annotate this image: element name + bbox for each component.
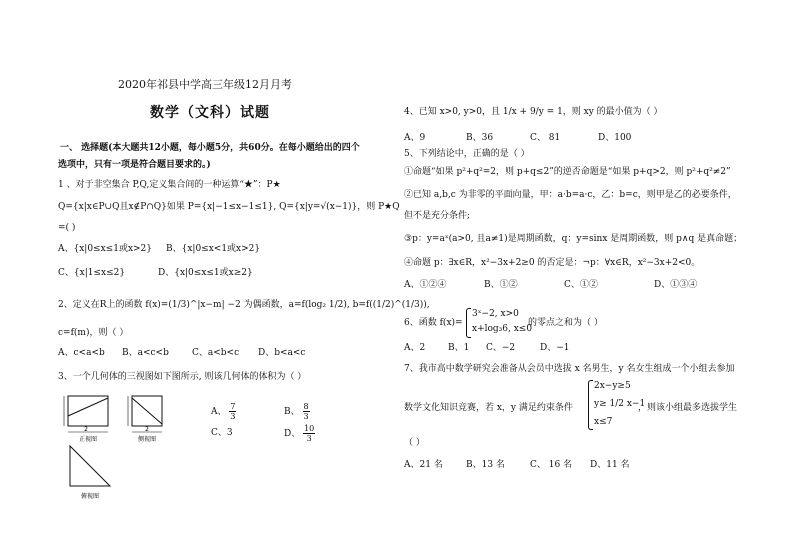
section-heading-line2: 选项中，只有一项是符合题目要求的。)	[58, 160, 211, 170]
q5-option-b: B、①②	[484, 280, 518, 290]
q3-line1: 3、一个几何体的三视图如下图所示, 则该几何体的体积为（ ）	[58, 372, 307, 382]
q4-line1: 4、已知 x>0, y>0，且 1/x + 9/y = 1，则 xy 的最小值为（ ）	[404, 107, 663, 117]
q6-option-a: A、2	[404, 343, 426, 353]
q2-option-a: A、c<a<b	[58, 348, 105, 358]
q5-statement-1: ①命题“如果 p²+q²=2，则 p+q≤2”的逆否命题是“如果 p+q>2，则 p²+q²≠2”	[404, 167, 731, 177]
q2-line1: 2、定义在R上的函数 f(x)=(1/3)^|x−m| −2 为偶函数，a=f(log₂ 1/2), b=f((1/2)^(1/3)),	[58, 300, 430, 310]
top-view-label: 俯视图	[80, 493, 100, 500]
q7-constraint-3: x≤7	[594, 417, 613, 427]
q5-line1: 5、下列结论中，正确的是（ ）	[404, 149, 530, 159]
q1-line2: Q={x|x∈P∪Q且x∉P∩Q}如果 P={x|−1≤x−1≤1}, Q={x|y=√(x−1)}，则 P★Q	[58, 202, 400, 212]
q6-option-c: C、−2	[486, 343, 516, 353]
q6-brace	[466, 308, 471, 338]
q1-option-c: C、{x|1≤x≤2}	[58, 268, 126, 278]
q7-option-a: A、21 名	[404, 460, 443, 470]
q7-line2-prefix: 数学文化知识竞赛，若 x，y 满足约束条件	[404, 403, 573, 413]
q2-option-d: D、b<a<c	[258, 348, 306, 358]
side-view	[128, 396, 162, 443]
q5-option-d: D、①③④	[654, 280, 698, 290]
q1-option-b: B、{x|0≤x<1或x>2}	[166, 244, 261, 254]
front-view-label: 正视图	[78, 436, 98, 443]
q5-statement-3: ③p：y=aˣ(a>0, 且a≠1)是周期函数，q：y=sinx 是周期函数，则 p∧q 是真命题；	[404, 234, 743, 244]
q5-option-c: C、①②	[564, 280, 598, 290]
subject-title: 数学（文科）试题	[150, 105, 270, 121]
q7-constraint-2: y≥ 1/2 x−1	[594, 399, 646, 409]
q3-option-c: C、3	[211, 428, 233, 438]
q4-option-b: B、36	[466, 133, 494, 143]
q3-option-a: A、 $\frac{7}{3}$	[211, 402, 236, 421]
q6-prefix: 6、函数 f(x)=	[404, 318, 463, 328]
q7-line3: （ ）	[404, 438, 425, 448]
q1-line3: =( )	[58, 223, 76, 233]
three-view-figure	[60, 388, 210, 538]
q5-statement-2: ②已知 a,b,c 为非零的平面向量，甲：a·b=a·c，乙：b=c，则甲是乙的必要条件，	[404, 190, 737, 200]
q4-option-c: C、 81	[530, 133, 561, 143]
q1-option-a: A、{x|0≤x≤1或x>2}	[58, 244, 153, 254]
q5-option-a: A、①②④	[404, 280, 447, 290]
front-view	[64, 396, 108, 443]
q6-piece-2: x+log₃6, x≤0	[472, 324, 533, 334]
q7-option-b: B、13 名	[466, 460, 505, 470]
q6-option-d: D、−1	[540, 343, 570, 353]
q5-statement-2b: 但不是充分条件;	[404, 211, 471, 221]
q4-option-d: D、100	[598, 133, 632, 143]
top-view	[70, 446, 110, 500]
q2-line2: c=f(m)，则（ ）	[58, 328, 129, 338]
side-view-label: 侧视图	[137, 436, 157, 443]
section-heading-line1: 一、 选择题(本大题共12小题，每小题5分，共60分。在每小题给出的四个	[60, 143, 360, 153]
front-dim-label: 2	[84, 426, 88, 433]
q7-constraint-1: 2x−y≥5	[594, 381, 631, 391]
exam-title: 2020年祁县中学高三年级12月月考	[118, 78, 292, 91]
q3-option-d: D、 $\frac{10}{3}$	[284, 424, 315, 443]
q5-statement-4: ④命题 p：∃x∈R，x²−3x+2≥0 的否定是：¬p：∀x∈R，x²−3x+2<0。	[404, 258, 701, 268]
q6-piece-1: 3ˣ−2, x>0	[472, 309, 519, 319]
q2-option-c: C、a<b<c	[192, 348, 240, 358]
q7-option-d: D、11 名	[590, 460, 630, 470]
q7-brace	[588, 380, 593, 430]
q4-option-a: A、9	[404, 133, 426, 143]
q3-option-b: B、 $\frac{8}{3}$	[284, 402, 309, 421]
q1-line1: 1 、对于非空集合 P,Q,定义集合间的一种运算“★”：P★	[58, 180, 281, 190]
q7-line2-suffix: ，则该小组最多选拔学生	[638, 403, 738, 413]
side-dim-label: 2	[145, 426, 149, 433]
q7-line1: 7、我市高中数学研究会准备从会员中选拔 x 名男生，y 名女生组成一个小组去参加	[404, 364, 735, 374]
q7-option-c: C、 16 名	[530, 460, 573, 470]
q2-option-b: B、a<c<b	[122, 348, 169, 358]
q6-option-b: B、1	[448, 343, 470, 353]
q6-suffix: 的零点之和为（ ）	[528, 318, 603, 328]
q1-option-d: D、{x|0≤x≤1或x≥2}	[158, 268, 253, 278]
